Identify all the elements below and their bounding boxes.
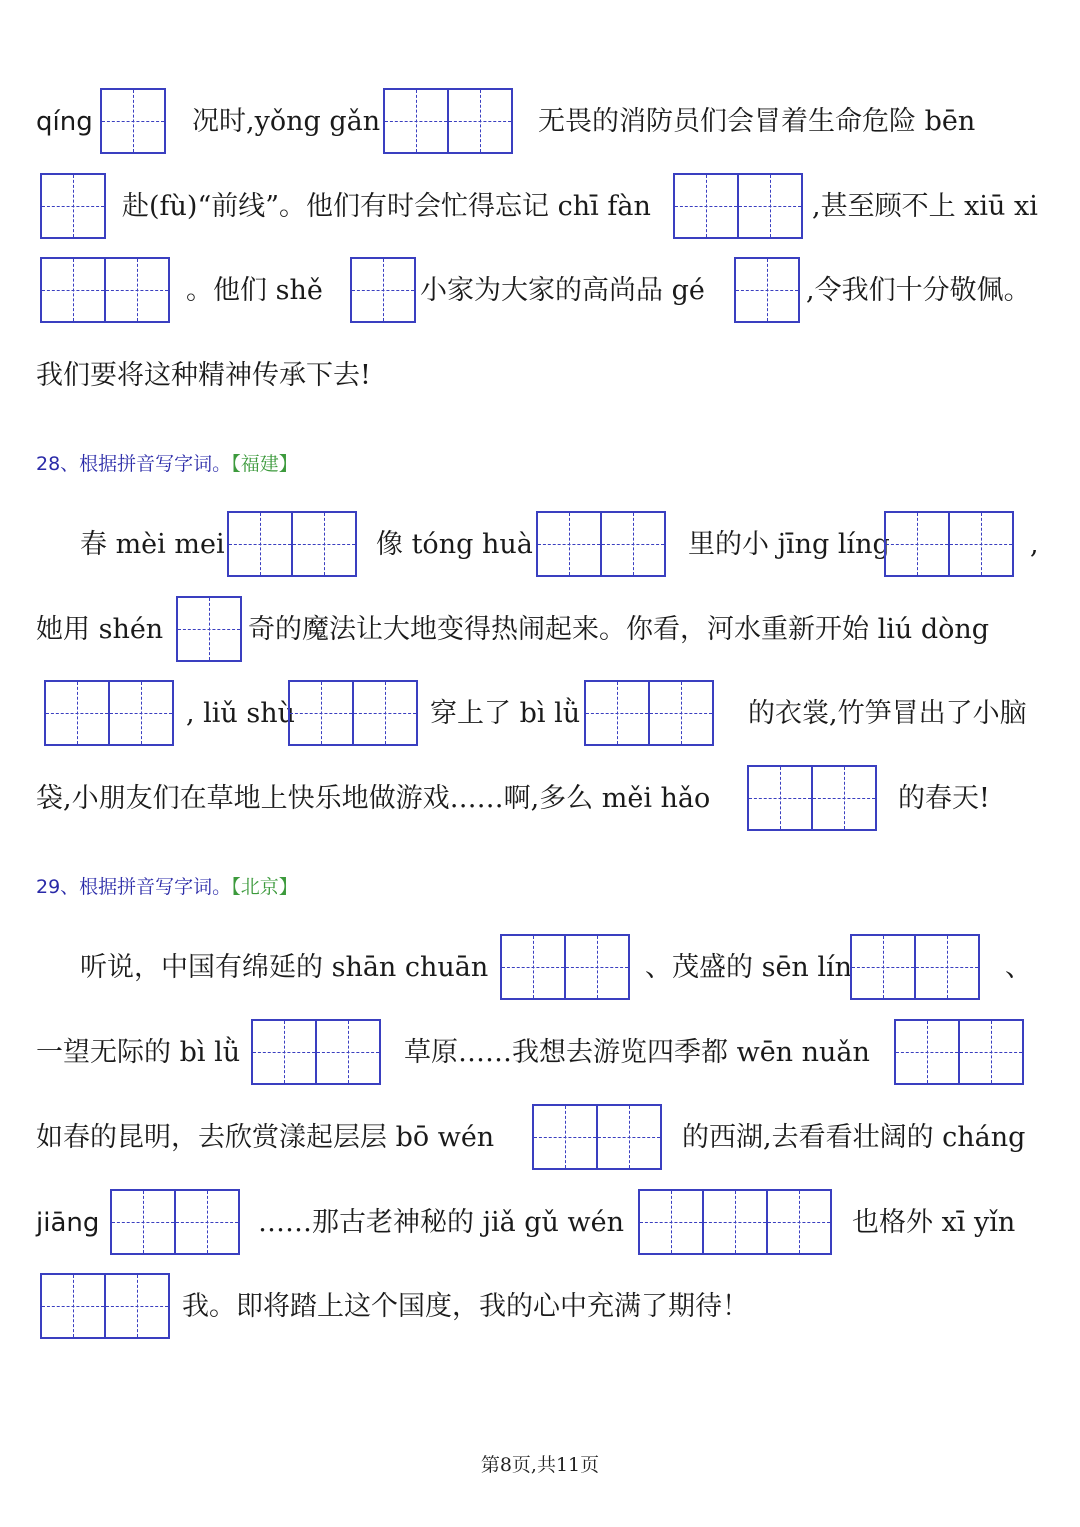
tianzige-box[interactable]	[40, 173, 104, 239]
tianzige-box[interactable]	[383, 88, 511, 154]
text: 草原……我想去游览四季都 wēn nuǎn	[404, 1037, 870, 1068]
text: 里的小 jīng líng	[688, 529, 890, 560]
tianzige-box[interactable]	[288, 680, 416, 746]
q29-line-3	[0, 1102, 1080, 1174]
text: , liǔ shù	[186, 698, 296, 729]
tianzige-box[interactable]	[500, 934, 628, 1000]
text: 、	[1005, 952, 1032, 983]
q28-line-1	[0, 509, 1080, 581]
q29-line-2	[0, 1017, 1080, 1089]
tianzige-box[interactable]	[884, 511, 1012, 577]
text: ……那古老神秘的 jiǎ gǔ wén	[258, 1207, 625, 1238]
tianzige-box[interactable]	[44, 680, 172, 746]
tianzige-box[interactable]	[40, 1273, 168, 1339]
question-28-title	[36, 449, 298, 476]
tianzige-box[interactable]	[747, 765, 875, 831]
q27-line-2	[0, 171, 1080, 243]
tianzige-box[interactable]	[251, 1019, 379, 1085]
text: 的春天!	[898, 783, 990, 814]
text: 春 mèi mei	[80, 529, 225, 560]
tianzige-box[interactable]	[110, 1189, 238, 1255]
text: 听说，中国有绵延的 shān chuān	[80, 952, 489, 983]
text: 无畏的消防员们会冒着生命危险 bēn	[538, 106, 976, 137]
text: 小家为大家的高尚品 gé	[420, 275, 705, 306]
q29-line-1	[0, 932, 1080, 1004]
region-tag: 【北京】	[231, 876, 298, 898]
text: 我们要将这种精神传承下去!	[36, 360, 371, 391]
q27-line-1	[0, 86, 1080, 158]
text: ,甚至顾不上 xiū xi	[812, 191, 1038, 222]
tianzige-box[interactable]	[227, 511, 355, 577]
region-tag: 【福建】	[231, 453, 298, 475]
text: 也格外 xī yǐn	[852, 1207, 1016, 1238]
text: 如春的昆明，去欣赏漾起层层 bō wén	[36, 1122, 495, 1153]
text: 的西湖,去看看壮阔的 cháng	[682, 1122, 1026, 1153]
q29-line-4	[0, 1187, 1080, 1259]
text: 况时,yǒng gǎn	[192, 106, 381, 137]
text: 穿上了 bì lǜ	[430, 698, 581, 729]
tianzige-box[interactable]	[536, 511, 664, 577]
tianzige-box[interactable]	[638, 1189, 830, 1255]
text: 一望无际的 bì lǜ	[36, 1037, 241, 1068]
page-footer: 第8页,共11页	[480, 1454, 600, 1476]
text: qíng	[36, 107, 93, 137]
text: 的衣裳,竹笋冒出了小脑	[748, 698, 1027, 729]
q28-line-3	[0, 678, 1080, 750]
q27-line-4	[0, 340, 1080, 412]
q28-line-2	[0, 594, 1080, 666]
title-text: 29、根据拼音写字词。	[36, 876, 232, 898]
tianzige-box[interactable]	[673, 173, 801, 239]
tianzige-box[interactable]	[532, 1104, 660, 1170]
title-text: 28、根据拼音写字词。	[36, 453, 232, 475]
text: 奇的魔法让大地变得热闹起来。你看，河水重新开始 liú dòng	[248, 614, 990, 645]
text: ,令我们十分敬佩。	[806, 275, 1031, 306]
text: 她用 shén	[36, 614, 164, 645]
tianzige-box[interactable]	[350, 257, 414, 323]
text: jiāng	[36, 1208, 100, 1238]
tianzige-box[interactable]	[100, 88, 164, 154]
text: ,	[1030, 529, 1039, 560]
text: 像 tóng huà	[376, 529, 533, 560]
tianzige-box[interactable]	[176, 596, 240, 662]
q28-line-4	[0, 763, 1080, 835]
text: 。他们 shě	[186, 275, 323, 306]
question-29-title	[36, 872, 298, 899]
tianzige-box[interactable]	[584, 680, 712, 746]
tianzige-box[interactable]	[894, 1019, 1022, 1085]
text: 、茂盛的 sēn lín	[645, 952, 853, 983]
text: 赴(fù)“前线”。他们有时会忙得忘记 chī fàn	[122, 191, 651, 222]
q29-line-5	[0, 1271, 1080, 1343]
text: 我。即将踏上这个国度，我的心中充满了期待！	[182, 1291, 749, 1322]
q27-line-3	[0, 255, 1080, 327]
tianzige-box[interactable]	[850, 934, 978, 1000]
tianzige-box[interactable]	[40, 257, 168, 323]
tianzige-box[interactable]	[734, 257, 798, 323]
text: 袋,小朋友们在草地上快乐地做游戏……啊,多么 měi hǎo	[36, 783, 711, 814]
